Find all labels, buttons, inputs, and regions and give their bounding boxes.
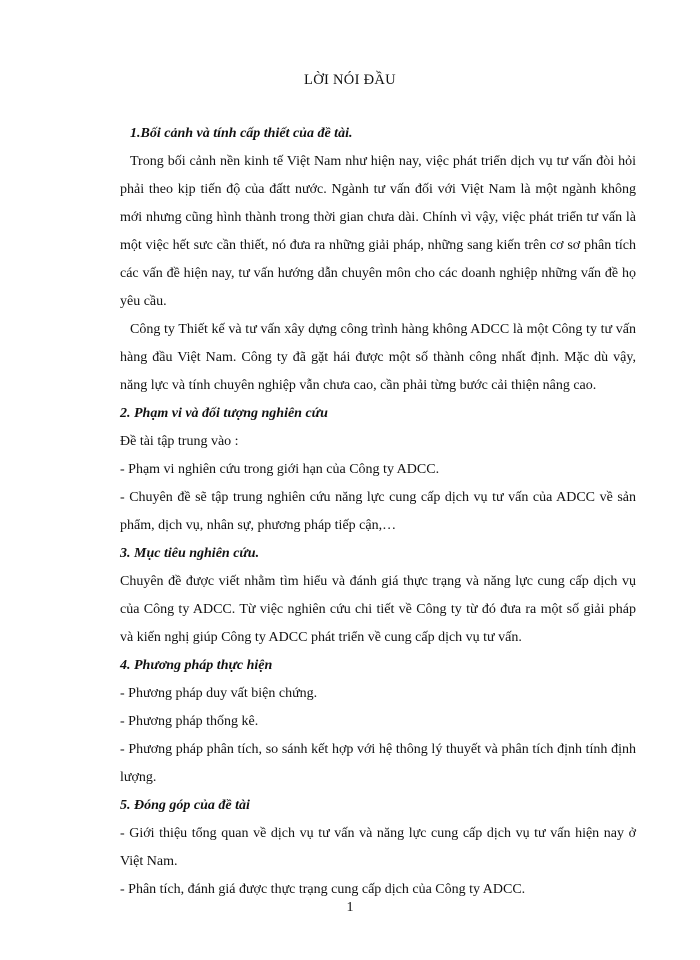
section-4-paragraph-3: - Phương pháp phân tích, so sánh kết hợp với hệ thông lý thuyết và phân tích định tính định lượng. (120, 742, 636, 785)
section-5-paragraph-2: - Phân tích, đánh giá được thực trạng cung cấp dịch của Công ty ADCC. (120, 882, 526, 897)
section-2-paragraph-1: Đề tài tập trung vào : (120, 434, 239, 449)
page-title: LỜI NÓI ĐẦU (304, 72, 396, 88)
section-2-paragraph-3: - Chuyên đề sẽ tập trung nghiên cứu năng lực cung cấp dịch vụ tư vấn của ADCC về sản phẩm, dịch vụ, nhân sự, phương pháp tiếp cận,… (120, 490, 636, 533)
section-1-paragraph-1: Trong bối cảnh nền kinh tế Việt Nam như hiện nay, việc phát triển dịch vụ tư vấn đòi hỏi phải theo kịp tiến độ của đấtt nước. Ngành tư vấn đối với Việt Nam là một ngành không mới nhưng cũng hình thành trong thời gian chưa dài. Chính vì vậy, việc phát triển tư vấn là một việc hết sưc cần thiết, nó đưa ra những giải pháp, những sang kiến trên cơ sơ phân tích các vấn đề hiện nay, tư vấn hướng dẫn chuyên môn cho các doanh nghiệp những vấn đề họ yêu cầu. (120, 154, 636, 309)
section-5-paragraph-1: - Giới thiệu tổng quan về dịch vụ tư vấn và năng lực cung cấp dịch vụ tư vấn hiện nay ở Việt Nam. (120, 826, 636, 869)
section-1-paragraph-2: Công ty Thiết kế và tư vấn xây dựng công trình hàng không ADCC là một Công ty tư vấn hàng đầu Việt Nam. Công ty đã gặt hái được một số thành công nhất định. Mặc dù vậy, năng lực và tính chuyên nghiệp vẫn chưa cao, cần phải từng bước cải thiện nâng cao. (120, 322, 636, 393)
section-heading-3: 3. Mục tiêu nghiên cứu. (120, 546, 260, 561)
page-number: 1 (346, 900, 354, 915)
section-heading-2: 2. Phạm vi và đối tượng nghiên cứu (120, 406, 328, 421)
section-2-paragraph-2: - Phạm vi nghiên cứu trong giới hạn của Công ty ADCC. (120, 462, 440, 477)
section-heading-5: 5. Đóng góp của đề tài (120, 798, 250, 813)
section-heading-4: 4. Phương pháp thực hiện (120, 658, 273, 673)
section-4-paragraph-2: - Phương pháp thống kê. (120, 714, 259, 729)
section-heading-1: 1.Bối cảnh và tính cấp thiết của đề tài. (130, 126, 353, 141)
document-body (120, 120, 636, 904)
section-3-paragraph-1: Chuyên đề được viết nhằm tìm hiểu và đánh giá thực trạng và năng lực cung cấp dịch vụ của Công ty ADCC. Từ việc nghiên cứu chi tiết về Công ty từ đó đưa ra một số giải pháp và kiến nghị giúp Công ty ADCC phát triển về cung cấp dịch vụ tư vấn. (120, 574, 636, 645)
section-4-paragraph-1: - Phương pháp duy vất biện chứng. (120, 686, 318, 701)
